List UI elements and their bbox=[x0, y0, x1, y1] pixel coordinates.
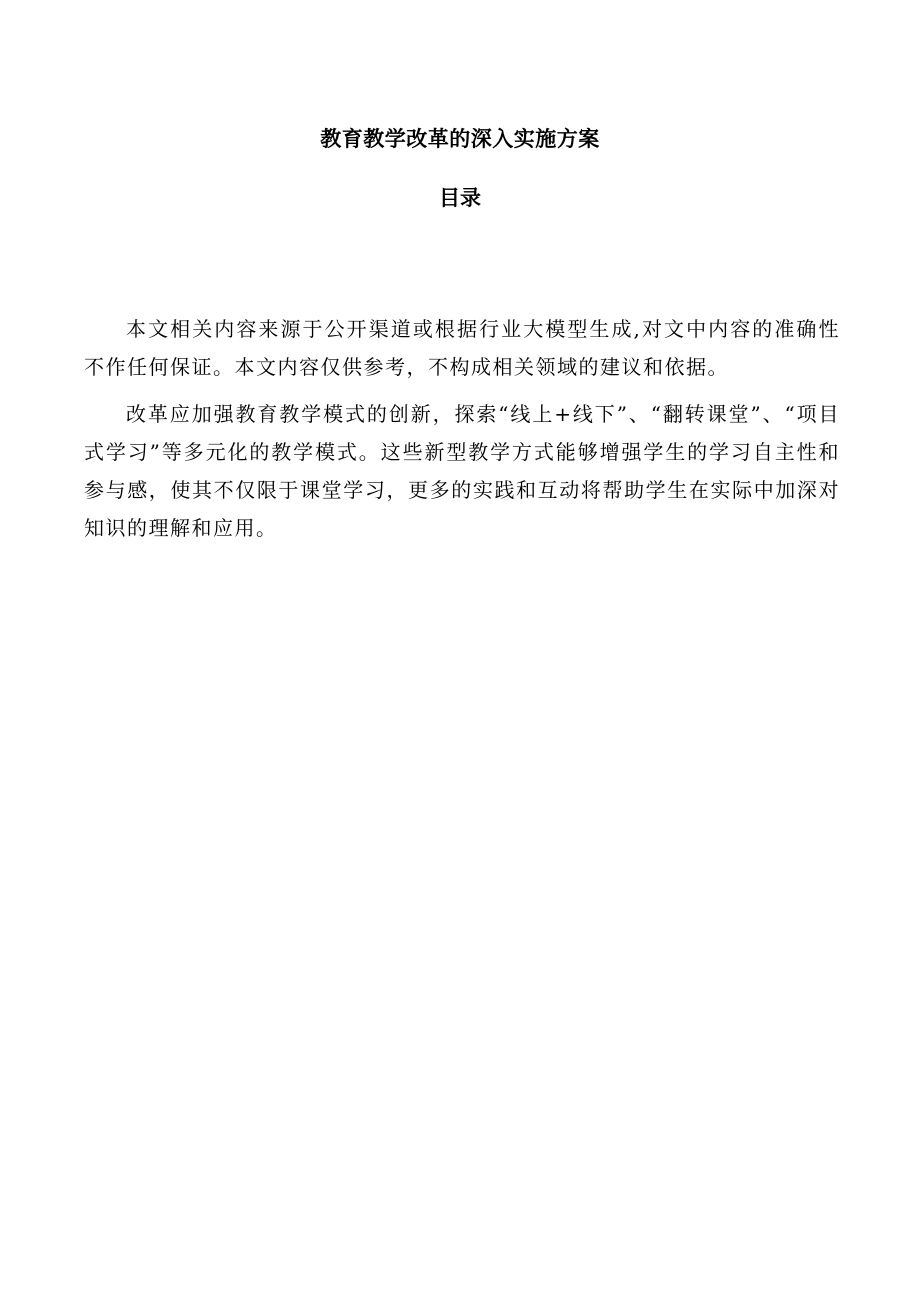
toc-heading: 目录 bbox=[439, 185, 481, 210]
disclaimer-paragraph: 本文相关内容来源于公开渠道或根据行业大模型生成,对文中内容的准确性不作任何保证。本文内容仅供参考，不构成相关领域的建议和依据。 bbox=[84, 317, 840, 379]
document-title: 教育教学改革的深入实施方案 bbox=[320, 126, 600, 151]
body-paragraph: 改革应加强教育教学模式的创新，探索“线上+线下”、“翻转课堂”、“项目式学习”等多元化的教学模式。这些新型教学方式能够增强学生的学习自主性和参与感，使其不仅限于课堂学习，更多的实践和互动将帮助学生在实际中加深对知识的理解和应用。 bbox=[84, 402, 840, 540]
document-body bbox=[84, 310, 840, 556]
